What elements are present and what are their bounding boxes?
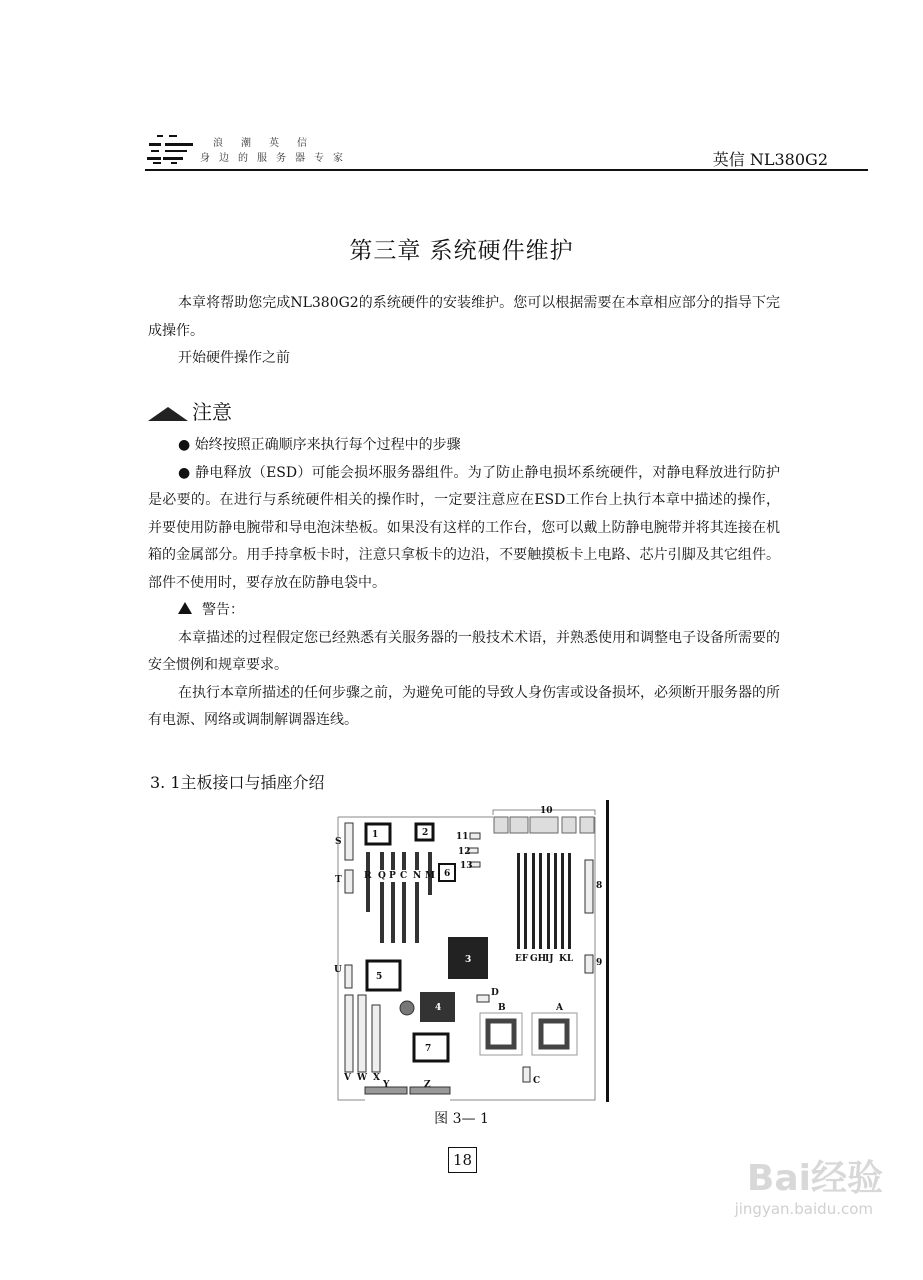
before-ops-text: 开始硬件操作之前 xyxy=(178,350,290,366)
label-C-slot: C xyxy=(400,871,408,881)
bullet-list xyxy=(148,432,780,735)
label-T: T xyxy=(335,875,342,885)
battery xyxy=(400,1001,414,1015)
label-W: W xyxy=(357,1073,368,1083)
label-C: C xyxy=(533,1076,541,1086)
intro-paragraph xyxy=(148,290,780,373)
label-X: X xyxy=(373,1073,380,1083)
label-R: R xyxy=(364,871,372,881)
label-P: P xyxy=(389,871,396,881)
label-1: 1 xyxy=(372,830,379,840)
warning-heading xyxy=(148,597,780,625)
intro-text: 本章将帮助您完成NL380G2的系统硬件的安装维护。您可以根据需要在本章相应部分的指导下完成操作。 xyxy=(148,295,780,339)
label-M: M xyxy=(425,871,435,881)
label-S: S xyxy=(335,837,342,847)
chapter-title: 第三章 系统硬件维护 xyxy=(349,238,574,264)
label-13: 13 xyxy=(460,861,473,871)
label-Z: Z xyxy=(424,1080,431,1090)
label-V: V xyxy=(344,1073,351,1083)
label-11: 11 xyxy=(456,832,469,842)
motherboard-diagram xyxy=(330,795,620,1110)
label-10: 10 xyxy=(540,806,553,816)
label-EF: EF xyxy=(515,954,529,964)
label-3: 3 xyxy=(465,955,472,965)
chip-5 xyxy=(367,961,400,990)
label-D: D xyxy=(491,988,499,998)
label-12: 12 xyxy=(458,847,471,857)
notice-label: 注意 xyxy=(192,400,232,424)
label-Q: Q xyxy=(378,871,386,881)
label-4: 4 xyxy=(435,1003,442,1013)
frame-edge xyxy=(606,800,609,1102)
label-2: 2 xyxy=(422,828,429,838)
label-7: 7 xyxy=(425,1044,432,1054)
label-U: U xyxy=(334,965,342,975)
label-5: 5 xyxy=(376,972,383,982)
label-6: 6 xyxy=(444,869,451,879)
logo-line2: 身边的服务器专家 xyxy=(200,153,352,164)
watermark-url: jingyan.baidu.com xyxy=(734,1200,873,1218)
bullet-item xyxy=(148,432,780,460)
header-divider xyxy=(145,169,868,171)
cpu-sockets xyxy=(480,1013,577,1055)
watermark-brand: Bai经验 xyxy=(746,1158,883,1199)
warning-label: 警告： xyxy=(202,602,244,618)
bullet-text: 始终按照正确顺序来执行每个过程中的步骤 xyxy=(194,437,461,453)
label-Y: Y xyxy=(383,1080,390,1090)
page-number: 18 xyxy=(448,1147,477,1173)
logo xyxy=(147,133,197,165)
warning-text: 在执行本章所描述的任何步骤之前，为避免可能的导致人身伤害或设备损坏，必须断开服务器的所有电源、网络或调制解调器连线。 xyxy=(148,684,780,728)
logo-line1: 浪潮英信 xyxy=(213,138,325,149)
inspur-logo-icon xyxy=(147,133,197,165)
label-B: B xyxy=(498,1003,506,1013)
label-8: 8 xyxy=(596,881,603,891)
figure-caption: 图 3— 1 xyxy=(434,1111,489,1127)
rear-ports xyxy=(494,817,594,833)
section-title: 3. 1主板接口与插座介绍 xyxy=(150,773,325,792)
warning-text: 本章描述的过程假定您已经熟悉有关服务器的一般技术术语，并熟悉使用和调整电子设备所需要的安全惯例和规章要求。 xyxy=(148,629,780,673)
notice-icon xyxy=(148,407,188,421)
bullet-icon: ● xyxy=(178,437,195,453)
label-KL: KL xyxy=(559,954,574,964)
header-model: 英信 NL380G2 xyxy=(712,150,828,169)
label-N: N xyxy=(413,871,422,881)
warning-icon xyxy=(178,602,192,614)
bullet-text: 静电释放（ESD）可能会损坏服务器组件。为了防止静电损坏系统硬件，对静电释放进行防护是必要的。在进行与系统硬件相关的操作时，一定要注意应在ESD工作台上执行本章中描述的操作，并要使用防静电腕带和导电泡沫垫板。如果没有这样的工作台，您可以戴上防静电腕带并将其连接在机箱的金属部分。用手持拿板卡时，注意只拿板卡的边沿，不要触摸板卡上电路、芯片引脚及其它组件。部件不使用时，要存放在防静电袋中。 xyxy=(148,464,780,591)
label-9: 9 xyxy=(596,958,603,968)
bullet-icon: ● xyxy=(178,464,196,481)
label-IJ: IJ xyxy=(545,954,554,964)
label-GH: GH xyxy=(530,954,547,964)
bullet-item xyxy=(148,460,780,598)
dimm-slots xyxy=(517,853,571,949)
pci-slots xyxy=(366,852,432,943)
label-A: A xyxy=(556,1003,563,1013)
notice-heading xyxy=(148,396,232,425)
